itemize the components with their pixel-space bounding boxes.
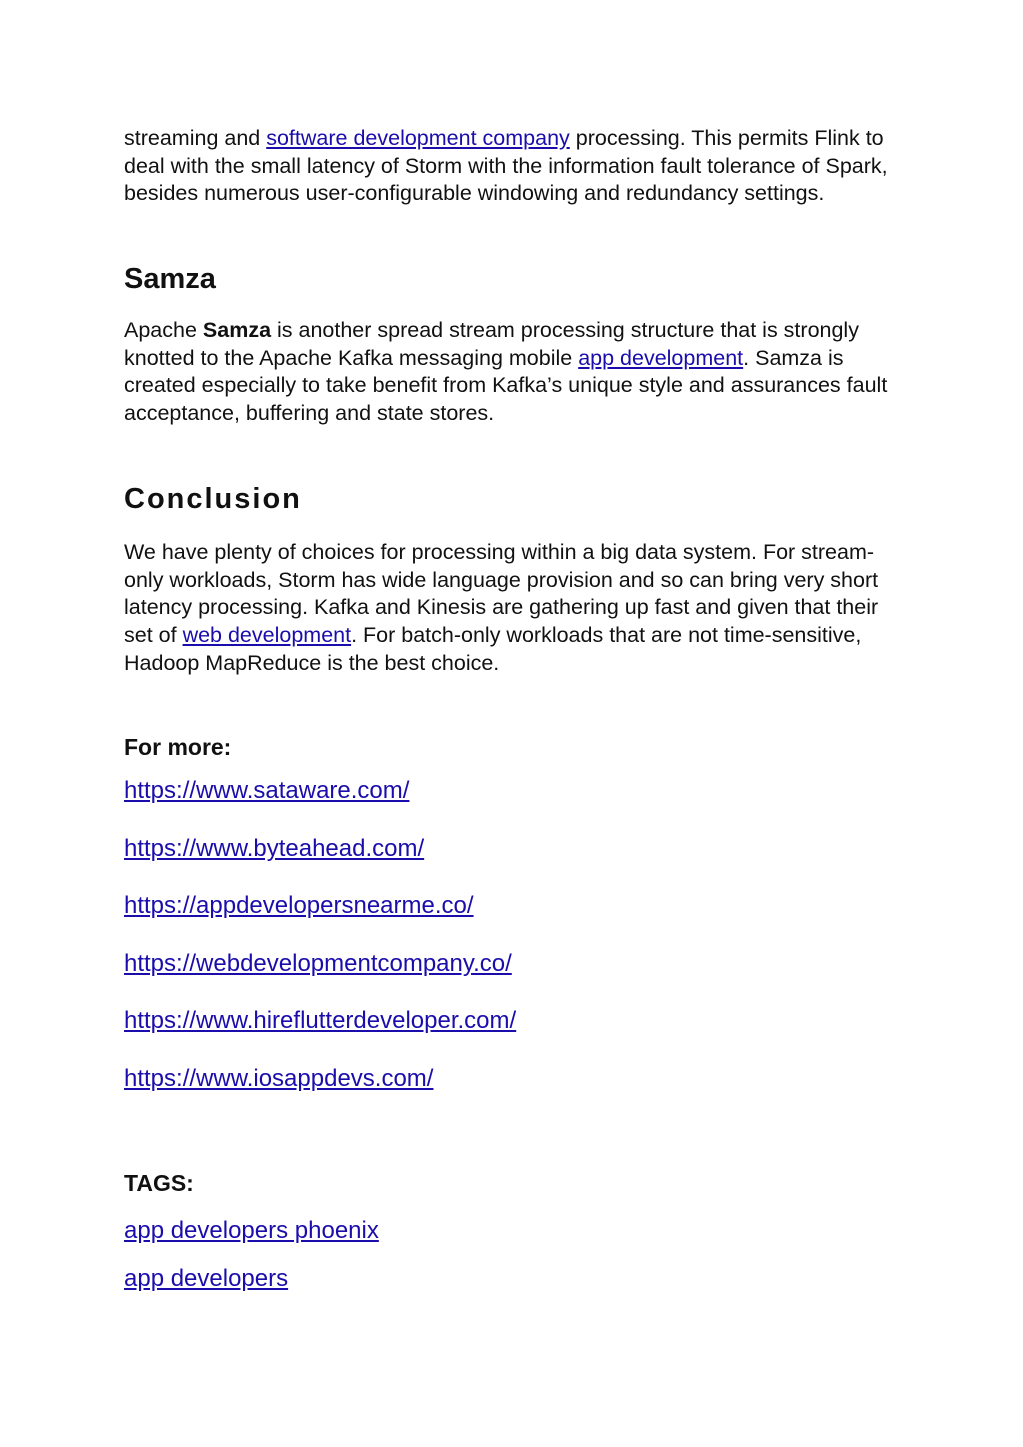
- intro-text-pre: streaming and: [124, 126, 267, 150]
- samza-text-mid: is another spread stream processing structure that is strongly knotted to the Apache Kafka messaging mobile: [124, 318, 859, 370]
- conclusion-heading-block: [124, 482, 904, 516]
- app-development-link[interactable]: app development: [578, 345, 744, 370]
- tags-heading-block: [124, 1169, 904, 1197]
- samza-text-pre: Apache: [124, 318, 203, 342]
- conclusion-heading: Conclusion: [124, 483, 302, 515]
- tag-app-developers-phoenix[interactable]: app developers phoenix: [124, 1217, 379, 1244]
- for-more-link-list: [124, 776, 904, 1096]
- samza-heading-block: [124, 262, 904, 296]
- web-development-link[interactable]: web development: [182, 623, 352, 648]
- samza-paragraph-block: [124, 317, 904, 428]
- link-webdevelopmentcompany[interactable]: https://webdevelopmentcompany.co/: [124, 950, 512, 977]
- conclusion-paragraph-block: [124, 539, 904, 678]
- conclusion-paragraph: [124, 539, 904, 678]
- link-iosappdevs[interactable]: https://www.iosappdevs.com/: [124, 1065, 434, 1092]
- intro-text-post: processing. This permits Flink to deal with the small latency of Storm with the information fault tolerance of Spark, besides numerous user-configurable windowing and redundancy settings.: [124, 126, 888, 206]
- samza-paragraph: [124, 317, 904, 428]
- link-hireflutterdeveloper[interactable]: https://www.hireflutterdeveloper.com/: [124, 1007, 517, 1034]
- conclusion-text-pre: We have plenty of choices for processing within a big data system. For stream-only workloads, Storm has wide language provision and so can bring very short latency processing. Kafka and Kinesis are gathering up fast and given that their set of: [124, 540, 879, 648]
- samza-heading: Samza: [124, 263, 216, 295]
- conclusion-text-post: . For batch-only workloads that are not time-sensitive, Hadoop MapReduce is the best choice.: [124, 623, 862, 675]
- tags-link-list: [124, 1216, 904, 1306]
- samza-bold-term: Samza: [202, 318, 272, 342]
- software-development-company-link[interactable]: software development company: [266, 126, 570, 150]
- tags-heading: TAGS:: [124, 1170, 194, 1196]
- intro-paragraph-block: [124, 125, 904, 208]
- for-more-heading: For more:: [124, 734, 232, 760]
- intro-paragraph: [124, 125, 904, 208]
- for-more-heading-block: [124, 733, 904, 761]
- samza-text-post: . Samza is created especially to take benefit from Kafka’s unique style and assurances fault acceptance, buffering and state stores.: [124, 345, 888, 426]
- link-appdevelopersnearme[interactable]: https://appdevelopersnearme.co/: [124, 892, 474, 919]
- link-byteahead[interactable]: https://www.byteahead.com/: [124, 835, 425, 862]
- link-sataware[interactable]: https://www.sataware.com/: [124, 777, 410, 804]
- tag-app-developers[interactable]: app developers: [124, 1265, 289, 1292]
